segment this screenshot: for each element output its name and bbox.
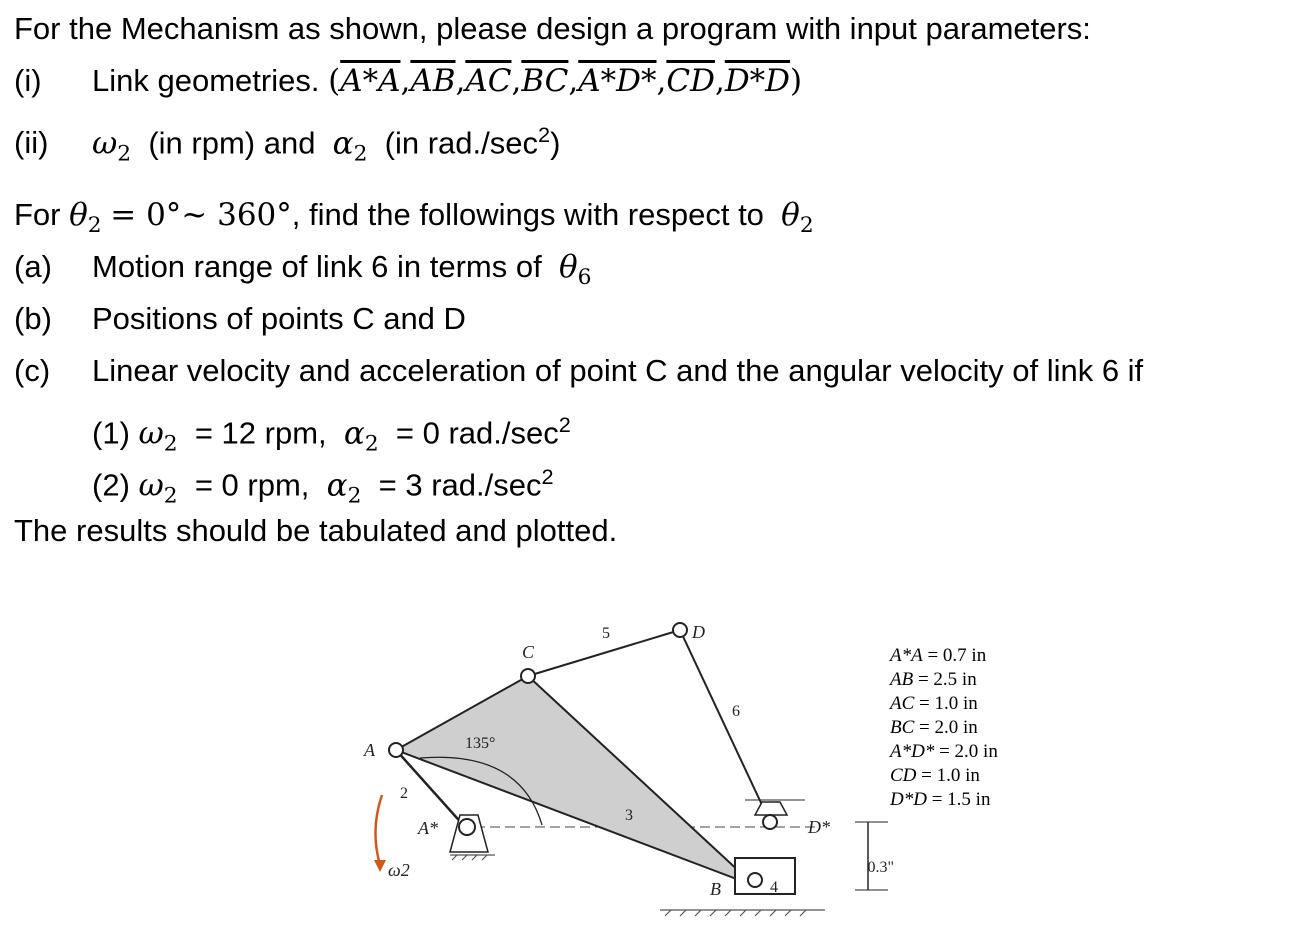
param-name: AB bbox=[890, 669, 914, 690]
task-b bbox=[14, 300, 466, 338]
link-AB: $\overline{AB}$ bbox=[410, 63, 456, 99]
omega-subscript: 2 bbox=[117, 141, 132, 167]
alpha-value: = 3 rad./sec bbox=[378, 467, 542, 503]
param-name: CD bbox=[890, 765, 917, 786]
task-label: (a) bbox=[14, 249, 52, 284]
label-link4: 4 bbox=[770, 879, 778, 896]
joint-D bbox=[673, 623, 687, 637]
alpha-superscript: 2 bbox=[558, 412, 571, 437]
alpha-symbol: α bbox=[326, 467, 348, 504]
joint-A bbox=[389, 743, 403, 757]
label-link3: 3 bbox=[625, 807, 633, 824]
task-text: Positions of points C and D bbox=[92, 301, 466, 336]
omega-symbol: ω bbox=[138, 467, 164, 504]
theta-subscript: 2 bbox=[87, 213, 102, 239]
label-link2: 2 bbox=[400, 785, 408, 802]
param-value: = 1.5 in bbox=[931, 789, 991, 810]
label-link6: 6 bbox=[732, 703, 740, 720]
param-value: = 2.0 in bbox=[939, 741, 998, 762]
param-row bbox=[890, 716, 978, 740]
task-text: Linear velocity and acceleration of point C and the angular velocity of link 6 if bbox=[92, 353, 1144, 388]
alpha-symbol: α bbox=[332, 125, 354, 162]
alpha-symbol: α bbox=[343, 415, 365, 452]
param-name: AC bbox=[890, 693, 915, 714]
joint-C bbox=[521, 669, 535, 683]
param-value: = 2.5 in bbox=[917, 669, 977, 690]
joint-B bbox=[748, 873, 762, 887]
case-2 bbox=[92, 458, 554, 516]
theta-range: = 0°~ 360° bbox=[110, 197, 292, 233]
omega-symbol: ω bbox=[92, 125, 118, 162]
omega-subscript: 2 bbox=[163, 483, 178, 509]
range-suffix: , find the followings with respect to bbox=[291, 197, 764, 232]
joint-Astar bbox=[459, 819, 475, 835]
param-value: = 0.7 in bbox=[927, 645, 987, 666]
label-angle: 135° bbox=[465, 735, 496, 752]
task-c bbox=[14, 352, 1143, 390]
link-BC: $\overline{BC}$ bbox=[521, 63, 569, 99]
label-omega2: ω2 bbox=[388, 860, 410, 880]
task-label: (b) bbox=[14, 301, 52, 336]
theta6-symbol: θ bbox=[558, 249, 578, 285]
param-name: A*D* bbox=[890, 741, 935, 762]
alpha-subscript: 2 bbox=[364, 431, 379, 457]
omega2-arrowhead bbox=[374, 860, 386, 872]
item-label: (i) bbox=[14, 63, 42, 98]
task-a bbox=[14, 248, 591, 297]
link-AC: $\overline{AC}$ bbox=[465, 63, 512, 99]
joint-Dstar bbox=[763, 815, 777, 829]
omega2-arrow bbox=[375, 795, 382, 865]
label-link5: 5 bbox=[602, 625, 610, 642]
label-Dstar: D* bbox=[808, 817, 830, 837]
omega-symbol: ω bbox=[138, 415, 164, 452]
alpha-subscript: 2 bbox=[353, 141, 368, 167]
omega-text: (in rpm) and bbox=[148, 125, 316, 161]
alpha-superscript: 2 bbox=[541, 464, 554, 489]
task-text: Motion range of link 6 in terms of bbox=[92, 249, 542, 284]
link-6 bbox=[680, 630, 770, 822]
case-num: (1) bbox=[92, 415, 130, 451]
range-prefix: For bbox=[14, 197, 61, 232]
param-name: BC bbox=[890, 717, 915, 738]
param-name: D*D bbox=[890, 789, 927, 810]
range-line bbox=[14, 196, 814, 245]
link-3-body bbox=[396, 676, 755, 886]
param-row bbox=[890, 740, 998, 764]
alpha-close: ) bbox=[550, 125, 561, 161]
case-num: (2) bbox=[92, 467, 130, 503]
slider-block-4 bbox=[735, 858, 795, 894]
alpha-superscript: 2 bbox=[538, 122, 551, 147]
param-name: A*A bbox=[890, 645, 923, 666]
alpha-subscript: 2 bbox=[347, 483, 362, 509]
theta6-subscript: 6 bbox=[577, 265, 592, 291]
omega-value: = 12 rpm, bbox=[194, 415, 327, 451]
param-row bbox=[890, 764, 980, 788]
label-B: B bbox=[710, 879, 721, 899]
param-row bbox=[890, 788, 990, 812]
param-row bbox=[890, 692, 978, 716]
label-D: D bbox=[692, 622, 705, 642]
link-CD: $\overline{CD}$ bbox=[666, 63, 715, 99]
link-AstarDstar: A*D* bbox=[578, 63, 657, 99]
theta-symbol: θ bbox=[69, 197, 88, 233]
param-value: = 2.0 in bbox=[919, 717, 978, 738]
case-1 bbox=[92, 406, 571, 464]
param-row bbox=[890, 644, 986, 668]
item-label: (ii) bbox=[14, 125, 49, 161]
label-A: A bbox=[364, 740, 375, 760]
theta-subscript-2: 2 bbox=[799, 213, 814, 239]
link-AstarA: A*A bbox=[340, 63, 401, 99]
alpha-text: (in rad./sec bbox=[384, 125, 538, 161]
input-item-geometry: (i) Link geometries. $(A*A,\overline{AB},\overline{AC},\overline{BC},A*D*,\overline{CD},D*D)$ bbox=[14, 63, 803, 99]
input-item-kinematics bbox=[14, 116, 560, 174]
label-C: C bbox=[522, 642, 535, 662]
alpha-value: = 0 rad./sec bbox=[395, 415, 559, 451]
param-row bbox=[890, 668, 977, 692]
theta-symbol-2: θ bbox=[781, 197, 800, 233]
ground-pivot-Dstar bbox=[755, 802, 787, 815]
label-Astar: A* bbox=[418, 818, 438, 838]
param-value: = 1.0 in bbox=[921, 765, 980, 786]
closing-statement: The results should be tabulated and plotted. bbox=[14, 513, 618, 548]
item-text: Link geometries. bbox=[92, 63, 320, 98]
omega-subscript: 2 bbox=[163, 431, 178, 457]
link-DstarD: D*D bbox=[724, 63, 791, 99]
task-label: (c) bbox=[14, 353, 51, 388]
omega-value: = 0 rpm, bbox=[194, 467, 310, 503]
mechanism-figure bbox=[300, 590, 900, 930]
problem-intro: For the Mechanism as shown, please design a program with input parameters: bbox=[14, 11, 1091, 46]
label-offset: 0.3" bbox=[867, 859, 894, 876]
param-value: = 1.0 in bbox=[919, 693, 978, 714]
